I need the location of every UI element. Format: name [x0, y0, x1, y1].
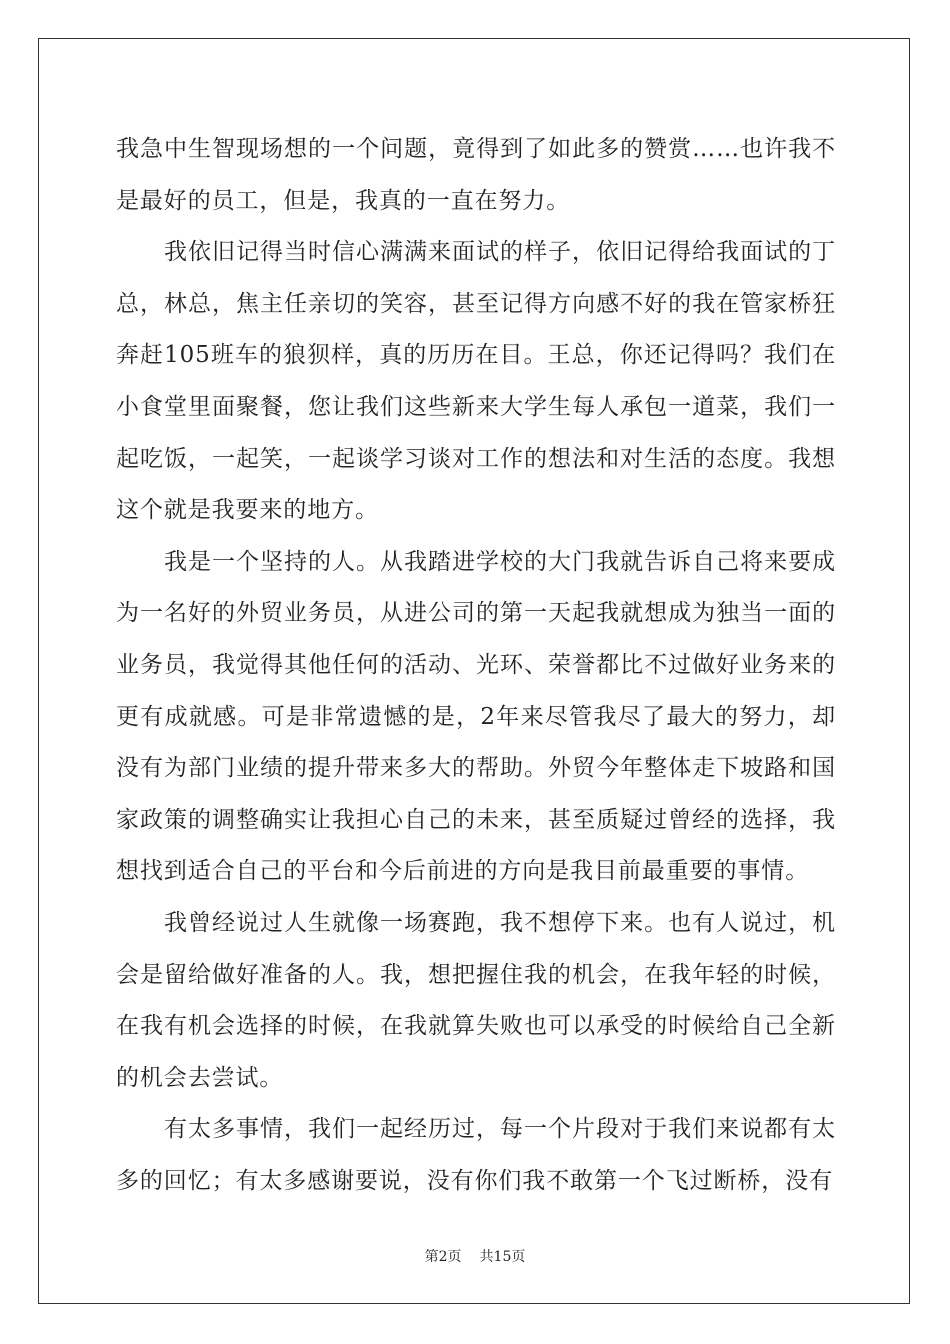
- document-body: [116, 124, 836, 1207]
- paragraph-1: 我急中生智现场想的一个问题，竟得到了如此多的赞赏……也许我不是最好的员工，但是，我真的一直在努力。: [116, 136, 836, 214]
- paragraph-3: 我是一个坚持的人。从我踏进学校的大门我就告诉自己将来要成为一名好的外贸业务员，从进公司的第一天起我就想成为独当一面的业务员，我觉得其他任何的活动、光环、荣誉都比不过做好业务来的更有成就感。可是非常遗憾的是，2年来尽管我尽了最大的努力，却没有为部门业绩的提升带来多大的帮助。外贸今年整体走下坡路和国家政策的调整确实让我担心自己的未来，甚至质疑过曾经的选择，我想找到适合自己的平台和今后前进的方向是我目前最重要的事情。: [116, 548, 836, 885]
- paragraph-4: 我曾经说过人生就像一场赛跑，我不想停下来。也有人说过，机会是留给做好准备的人。我，想把握住我的机会，在我年轻的时候，在我有机会选择的时候，在我就算失败也可以承受的时候给自己全新的机会去尝试。: [116, 909, 836, 1091]
- page-footer: [0, 1246, 950, 1266]
- paragraph-5: 有太多事情，我们一起经历过，每一个片段对于我们来说都有太多的回忆；有太多感谢要说，没有你们我不敢第一个飞过断桥，没有: [116, 1116, 836, 1194]
- current-page-number: 第2页: [424, 1249, 462, 1265]
- paragraph-2: 我依旧记得当时信心满满来面试的样子，依旧记得给我面试的丁总，林总，焦主任亲切的笑容，甚至记得方向感不好的我在管家桥狂奔赶105班车的狼狈样，真的历历在目。王总，你还记得吗？我们在小食堂里面聚餐，您让我们这些新来大学生每人承包一道菜，我们一起吃饭，一起笑，一起谈学习谈对工作的想法和对生活的态度。我想这个就是我要来的地方。: [116, 239, 836, 524]
- total-page-count: 共15页: [479, 1249, 526, 1265]
